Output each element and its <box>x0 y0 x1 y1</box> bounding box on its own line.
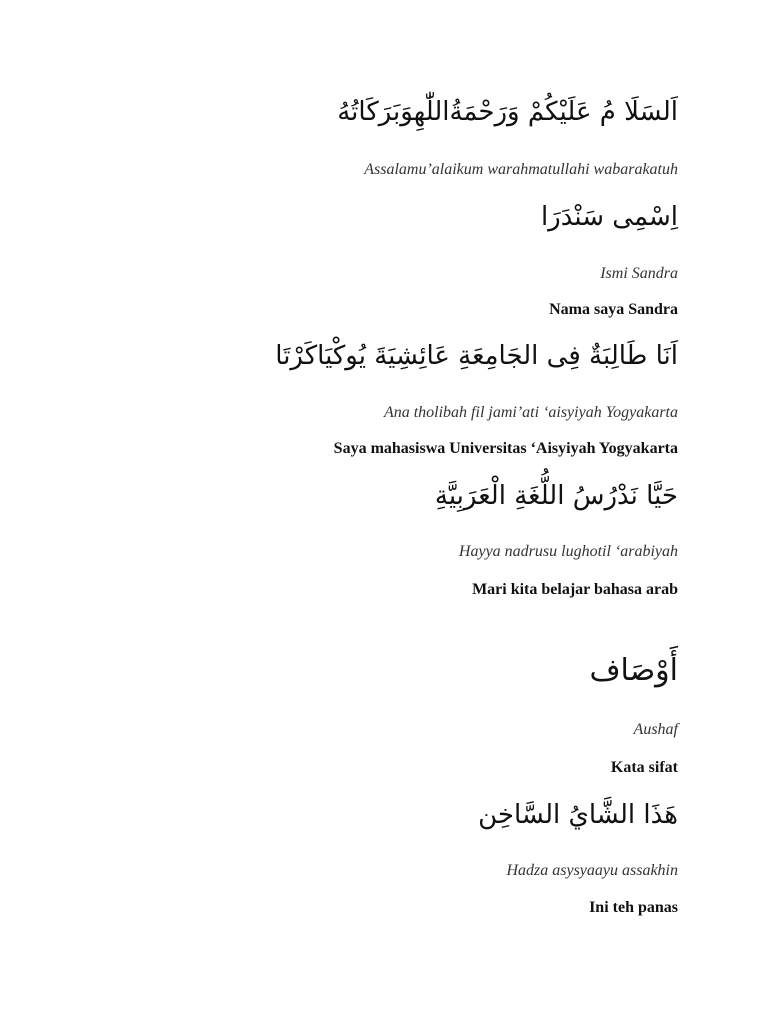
greeting-arabic: اَلسَلَا مُ عَلَيْكُمْ وَرَحْمَةُاللّٰهِوَبَرَكَاتُهُ <box>337 97 678 127</box>
example-meaning: Ini teh panas <box>589 899 678 916</box>
example-arabic: هَذَا الشَّايُ السَّاخِن <box>478 800 678 830</box>
student-transliteration: Ana tholibah fil jami’ati ‘aisyiyah Yogyakarta <box>383 404 678 421</box>
student-meaning: Saya mahasiswa Universitas ‘Aisyiyah Yogyakarta <box>333 440 678 457</box>
section-heading-meaning: Kata sifat <box>610 759 678 776</box>
study-meaning: Mari kita belajar bahasa arab <box>472 581 678 598</box>
section-heading-transliteration: Aushaf <box>633 721 678 738</box>
example-transliteration: Hadza asysyaayu assakhin <box>506 862 678 879</box>
study-arabic: حَيَّا نَدْرُسُ اللُّغَةِ الْعَرَبِيَّةِ <box>434 481 678 511</box>
study-transliteration: Hayya nadrusu lughotil ‘arabiyah <box>458 543 678 560</box>
student-arabic: اَنَا طَالِبَةٌ فِى الجَامِعَةِ عَائِشِيَةَ يُوكْيَاكَرْتَا <box>275 341 678 371</box>
name-transliteration: Ismi Sandra <box>600 265 678 282</box>
greeting-transliteration: Assalamu’alaikum warahmatullahi wabarakatuh <box>364 161 678 178</box>
section-heading-arabic: أَوْصَاف <box>589 653 678 688</box>
name-meaning: Nama saya Sandra <box>549 301 678 318</box>
name-arabic: اِسْمِى سَنْدَرَا <box>540 202 678 232</box>
